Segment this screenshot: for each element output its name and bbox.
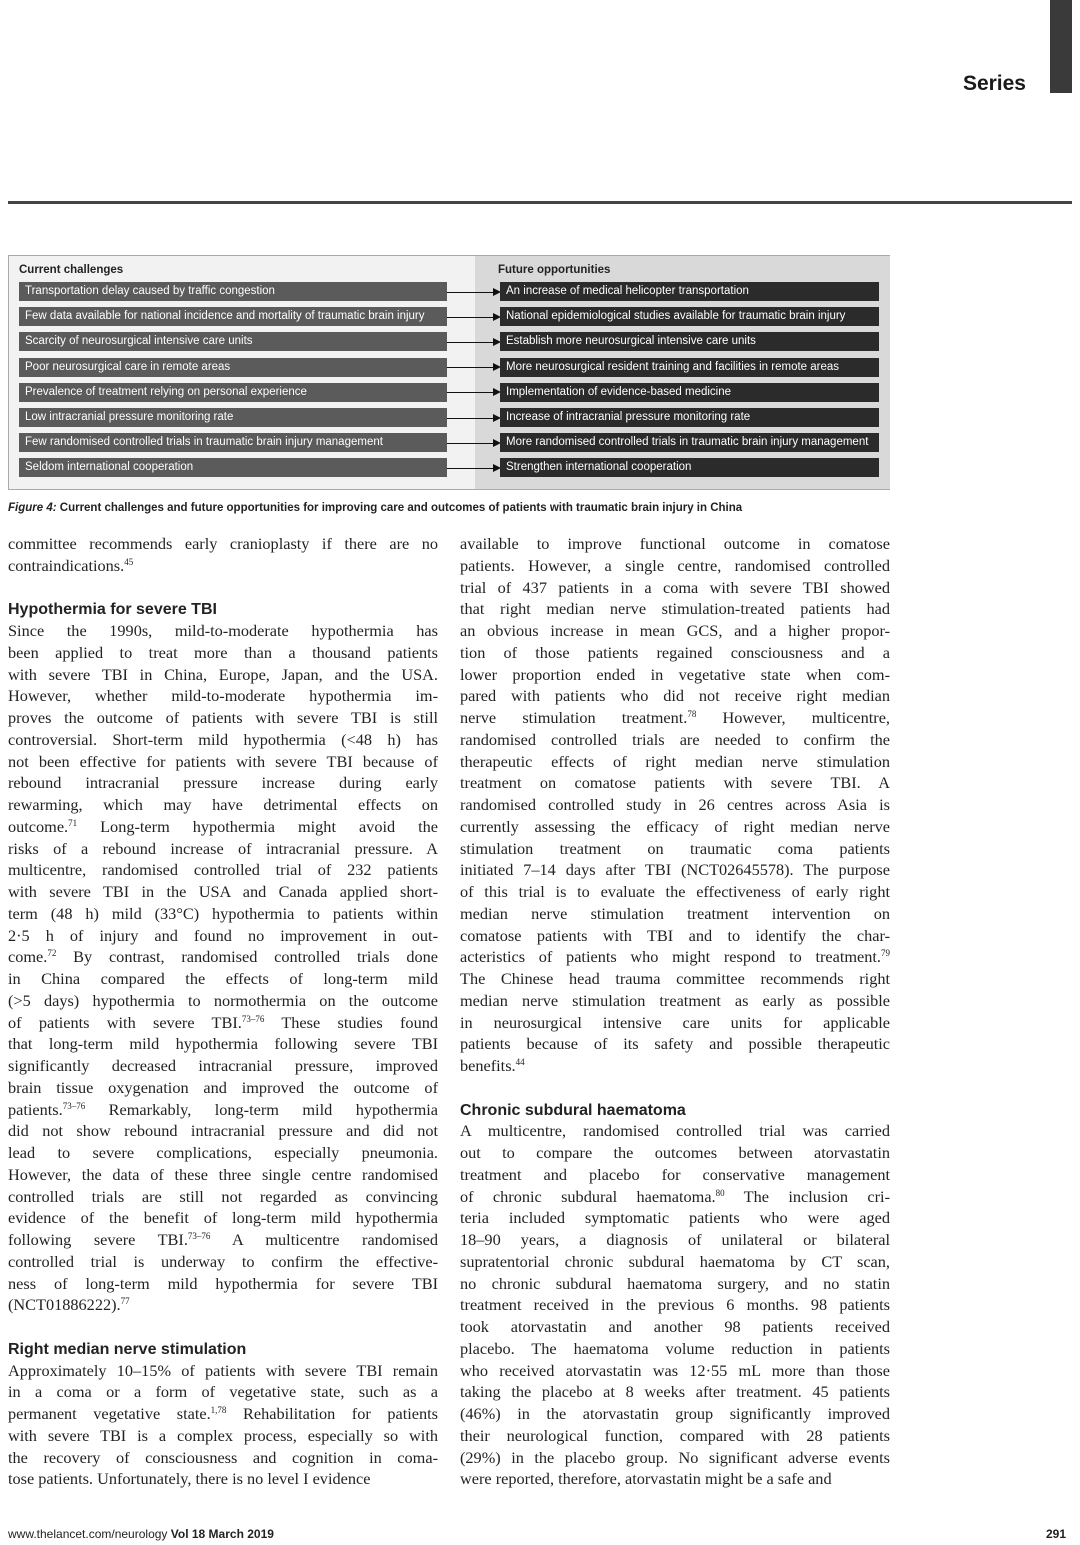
text-line: stimulation treatment on traumatic coma patients bbox=[460, 838, 890, 858]
challenges-title: Current challenges bbox=[19, 264, 124, 276]
text-run: The inclusion cri- bbox=[724, 1186, 890, 1206]
text-line: 2·5 h of injury and found no improvement in out- bbox=[8, 925, 438, 945]
text-line bbox=[8, 1294, 438, 1316]
text-line: However, whether mild-to-moderate hypothermia im- bbox=[8, 686, 438, 706]
page-number: 291 bbox=[1045, 1527, 1066, 1541]
challenge-box: Scarcity of neurosurgical intensive care units bbox=[19, 332, 447, 351]
text-run: of chronic subdural haematoma. bbox=[460, 1186, 716, 1206]
text-run: These studies found bbox=[264, 1012, 438, 1032]
text-line: of this trial is to evaluate the effectiveness of early right bbox=[460, 882, 890, 901]
text-line: did not show rebound intracranial pressure and did not bbox=[8, 1121, 438, 1141]
text-line: teria included symptomatic patients who were aged bbox=[460, 1208, 890, 1228]
text-line: lead to severe complications, especially pneumonia. bbox=[8, 1143, 438, 1162]
text-line: placebo. The haematoma volume reduction in patients bbox=[460, 1338, 890, 1358]
text-line: trial of 437 patients in a coma with severe TBI showed bbox=[460, 577, 890, 597]
challenge-box: Poor neurosurgical care in remote areas bbox=[19, 358, 447, 377]
citation-superscript: 80 bbox=[715, 1187, 725, 1198]
paragraph bbox=[460, 1120, 890, 1490]
text-line: patients because of its safety and possible therapeutic bbox=[460, 1034, 890, 1054]
text-line: pared with patients who did not receive right median bbox=[460, 686, 890, 706]
citation-superscript: 71 bbox=[68, 817, 78, 828]
figure-4 bbox=[8, 255, 890, 490]
arrow-icon bbox=[447, 418, 498, 419]
text-line: that right median nerve stimulation-treated patients had bbox=[460, 599, 890, 619]
text-line: treatment received in the previous 6 months. 98 patients bbox=[460, 1295, 890, 1315]
text-line: out to compare the outcomes between atorvastatin bbox=[460, 1143, 890, 1162]
text-line: with severe TBI in the USA and Canada applied short- bbox=[8, 882, 438, 901]
text-line: tose patients. Unfortunately, there is no level I evidence bbox=[8, 1469, 371, 1489]
text-run: A multicentre randomised bbox=[210, 1230, 438, 1249]
opportunity-box: More neurosurgical resident training and facilities in remote areas bbox=[500, 358, 879, 377]
text-line: in a coma or a form of vegetative state, such as a bbox=[8, 1382, 438, 1402]
text-run: By contrast, randomised controlled trials done bbox=[56, 947, 438, 967]
text-line: multicentre, randomised controlled trial of 232 patients bbox=[8, 860, 438, 880]
text-line: evidence of the benefit of long-term mild hypothermia bbox=[8, 1208, 438, 1228]
arrow-icon bbox=[447, 468, 498, 469]
figure-caption bbox=[8, 502, 742, 514]
opportunities-title: Future opportunities bbox=[498, 264, 611, 276]
arrow-icon bbox=[447, 367, 498, 368]
text-line: Approximately 10–15% of patients with severe TBI remain bbox=[8, 1360, 438, 1380]
citation-superscript: 73–76 bbox=[62, 1100, 86, 1111]
citation-superscript: 72 bbox=[47, 948, 57, 959]
text-line: randomised controlled trials are needed to confirm the bbox=[460, 729, 890, 749]
text-line bbox=[8, 816, 438, 838]
right-column bbox=[460, 533, 890, 1490]
opportunity-box: National epidemiological studies available for traumatic brain injury bbox=[500, 307, 879, 326]
text-line: therapeutic effects of right median nerve stimulation bbox=[460, 751, 890, 771]
paragraph bbox=[8, 620, 438, 1316]
text-line: committee recommends early cranioplasty if there are no bbox=[8, 534, 438, 553]
text-line bbox=[8, 946, 438, 968]
text-line bbox=[8, 1012, 438, 1034]
text-line: treatment and placebo for conservative management bbox=[460, 1164, 890, 1184]
text-line: A multicentre, randomised controlled trial was carried bbox=[460, 1121, 890, 1141]
header-rule bbox=[8, 201, 1072, 204]
opportunity-box: An increase of medical helicopter transportation bbox=[500, 282, 879, 301]
text-run: benefits. bbox=[460, 1056, 516, 1075]
text-line: supratentorial chronic subdural haematoma by CT scan, bbox=[460, 1251, 890, 1271]
challenge-box: Transportation delay caused by traffic congestion bbox=[19, 282, 447, 301]
text-line: with severe TBI is a complex process, especially so with bbox=[8, 1425, 438, 1445]
text-line: treatment on comatose patients with severe TBI. A bbox=[460, 773, 890, 793]
caption-text: Current challenges and future opportunities for improving care and outcomes of patients with traumatic brain injury in China bbox=[56, 502, 743, 514]
text-line: Since the 1990s, mild-to-moderate hypothermia has bbox=[8, 621, 438, 640]
text-line bbox=[460, 946, 890, 968]
spacer bbox=[8, 1316, 438, 1338]
text-line: term (48 h) mild (33°C) hypothermia to patients within bbox=[8, 903, 438, 923]
opportunity-box: Increase of intracranial pressure monitoring rate bbox=[500, 408, 879, 427]
text-line: (29%) in the placebo group. No significant adverse events bbox=[460, 1447, 890, 1467]
text-line: an obvious increase in mean GCS, and a higher propor- bbox=[460, 621, 890, 640]
text-line: the recovery of consciousness and cognition in coma- bbox=[8, 1447, 438, 1467]
arrow-icon bbox=[447, 342, 498, 343]
text-run: Rehabilitation for patients bbox=[226, 1404, 439, 1423]
text-line: been applied to treat more than a thousand patients bbox=[8, 642, 438, 662]
text-run: of patients with severe TBI. bbox=[8, 1012, 242, 1032]
arrow-icon bbox=[447, 443, 498, 444]
text-line: 18–90 years, a diagnosis of unilateral or bilateral bbox=[460, 1230, 890, 1249]
text-line: median nerve stimulation treatment intervention on bbox=[460, 903, 890, 923]
text-line: randomised controlled study in 26 centres across Asia is bbox=[460, 795, 890, 814]
journal-url[interactable]: www.thelancet.com/neurology bbox=[8, 1527, 168, 1541]
text-run: Remarkably, long-term mild hypothermia bbox=[85, 1099, 438, 1119]
text-run: However, multicentre, bbox=[696, 708, 890, 727]
text-line: controversial. Short-term mild hypothermia (<48 h) has bbox=[8, 729, 438, 749]
text-line: (>5 days) hypothermia to normothermia on the outcome bbox=[8, 990, 438, 1010]
text-line: comatose patients with TBI and to identify the char- bbox=[460, 925, 890, 945]
issue-info: Vol 18 March 2019 bbox=[170, 1527, 274, 1541]
challenge-box: Prevalence of treatment relying on personal experience bbox=[19, 383, 447, 402]
arrow-icon bbox=[447, 292, 498, 293]
text-line: initiated 7–14 days after TBI (NCT02645578). The purpose bbox=[460, 860, 890, 880]
text-line: available to improve functional outcome in comatose bbox=[460, 534, 890, 553]
text-line bbox=[8, 555, 438, 577]
citation-superscript: 78 bbox=[687, 709, 697, 719]
citation-superscript: 77 bbox=[120, 1296, 130, 1307]
citation-superscript: 73–76 bbox=[187, 1231, 211, 1241]
opportunity-box: Implementation of evidence-based medicine bbox=[500, 383, 879, 402]
paragraph bbox=[8, 533, 438, 577]
text-line: not been effective for patients with severe TBI because of bbox=[8, 751, 438, 771]
challenge-box: Few data available for national incidence and mortality of traumatic brain injury bbox=[19, 307, 447, 326]
text-run: come. bbox=[8, 947, 48, 967]
text-line: rebound intracranial pressure increase during early bbox=[8, 773, 438, 793]
text-line: The Chinese head trauma committee recommends right bbox=[460, 969, 890, 988]
text-line: significantly decreased intracranial pressure, improved bbox=[8, 1056, 438, 1075]
text-line: (46%) in the atorvastatin group significantly improved bbox=[460, 1404, 890, 1423]
spacer bbox=[460, 1077, 890, 1099]
text-line: who received atorvastatin was 12·55 mL more than those bbox=[460, 1360, 890, 1380]
text-run: patients. bbox=[8, 1099, 63, 1119]
section-heading: Hypothermia for severe TBI bbox=[8, 601, 217, 619]
citation-superscript: 79 bbox=[881, 948, 890, 959]
opportunity-box: Establish more neurosurgical intensive care units bbox=[500, 332, 879, 351]
section-label: Series bbox=[962, 72, 1026, 95]
opportunity-box: Strengthen international cooperation bbox=[500, 458, 879, 477]
text-line: median nerve stimulation treatment as early as possible bbox=[460, 990, 890, 1010]
text-line: patients. However, a single centre, randomised controlled bbox=[460, 555, 890, 575]
text-run: Long-term hypothermia might avoid the bbox=[77, 816, 438, 836]
text-line: proves the outcome of patients with severe TBI is still bbox=[8, 708, 438, 727]
text-line: were reported, therefore, atorvastatin might be a safe and bbox=[460, 1469, 832, 1489]
text-run: outcome. bbox=[8, 816, 69, 836]
arrow-icon bbox=[447, 317, 498, 318]
arrow-icon bbox=[447, 392, 498, 393]
text-run: permanent vegetative state. bbox=[8, 1404, 211, 1423]
text-line: in neurosurgical intensive care units for applicable bbox=[460, 1012, 890, 1032]
text-line bbox=[8, 1403, 438, 1425]
text-run: following severe TBI. bbox=[8, 1230, 188, 1249]
text-line: with severe TBI in China, Europe, Japan, and the USA. bbox=[8, 664, 438, 684]
caption-label: Figure 4: bbox=[8, 502, 57, 514]
text-line: in China compared the effects of long-term mild bbox=[8, 969, 438, 988]
text-line: brain tissue oxygenation and improved the outcome of bbox=[8, 1077, 438, 1097]
section-heading: Right median nerve stimulation bbox=[8, 1340, 247, 1358]
challenge-box: Few randomised controlled trials in traumatic brain injury management bbox=[19, 433, 447, 452]
footer bbox=[8, 1527, 274, 1541]
citation-superscript: 73–76 bbox=[241, 1013, 265, 1024]
text-line: ness of long-term mild hypothermia for severe TBI bbox=[8, 1273, 438, 1293]
text-line: their neurological function, compared with 28 patients bbox=[460, 1425, 890, 1445]
text-line: rewarming, which may have detrimental effects on bbox=[8, 795, 438, 814]
citation-superscript: 44 bbox=[515, 1057, 525, 1067]
challenge-box: Seldom international cooperation bbox=[19, 458, 447, 477]
text-line: that long-term mild hypothermia following severe TBI bbox=[8, 1034, 438, 1054]
challenge-box: Low intracranial pressure monitoring rate bbox=[19, 408, 447, 427]
opportunity-box: More randomised controlled trials in traumatic brain injury management bbox=[500, 433, 879, 452]
spacer bbox=[8, 577, 438, 599]
citation-superscript: 45 bbox=[124, 556, 134, 567]
text-line: no chronic subdural haematoma surgery, and no statin bbox=[460, 1273, 890, 1293]
text-line bbox=[460, 1186, 890, 1208]
left-column bbox=[8, 533, 438, 1490]
citation-superscript: 1,78 bbox=[210, 1405, 227, 1415]
text-line: taking the placebo at 8 weeks after treatment. 45 patients bbox=[460, 1382, 890, 1402]
text-run: contraindications. bbox=[8, 555, 125, 575]
section-heading: Chronic subdural haematoma bbox=[460, 1101, 686, 1119]
text-run: (NCT01886222). bbox=[8, 1295, 121, 1315]
section-marker-bar bbox=[1050, 0, 1072, 93]
text-line bbox=[460, 1055, 890, 1077]
text-line: risks of a rebound increase of intracranial pressure. A bbox=[8, 838, 438, 858]
text-line: controlled trial is underway to confirm the effective- bbox=[8, 1251, 438, 1271]
text-line: However, the data of these three single centre randomised bbox=[8, 1164, 438, 1184]
text-line: controlled trials are still not regarded as convincing bbox=[8, 1186, 438, 1206]
text-run: acteristics of patients who might respond to treatment. bbox=[460, 947, 881, 967]
text-line bbox=[460, 707, 890, 729]
text-line bbox=[8, 1229, 438, 1251]
paragraph bbox=[8, 1360, 438, 1491]
text-line bbox=[8, 1099, 438, 1121]
text-line: took atorvastatin and another 98 patients received bbox=[460, 1317, 890, 1336]
text-line: tion of those patients regained consciousness and a bbox=[460, 642, 890, 662]
text-line: currently assessing the efficacy of right median nerve bbox=[460, 816, 890, 836]
text-run: nerve stimulation treatment. bbox=[460, 708, 688, 727]
text-line: lower proportion ended in vegetative state when com- bbox=[460, 664, 890, 684]
paragraph bbox=[460, 533, 890, 1077]
